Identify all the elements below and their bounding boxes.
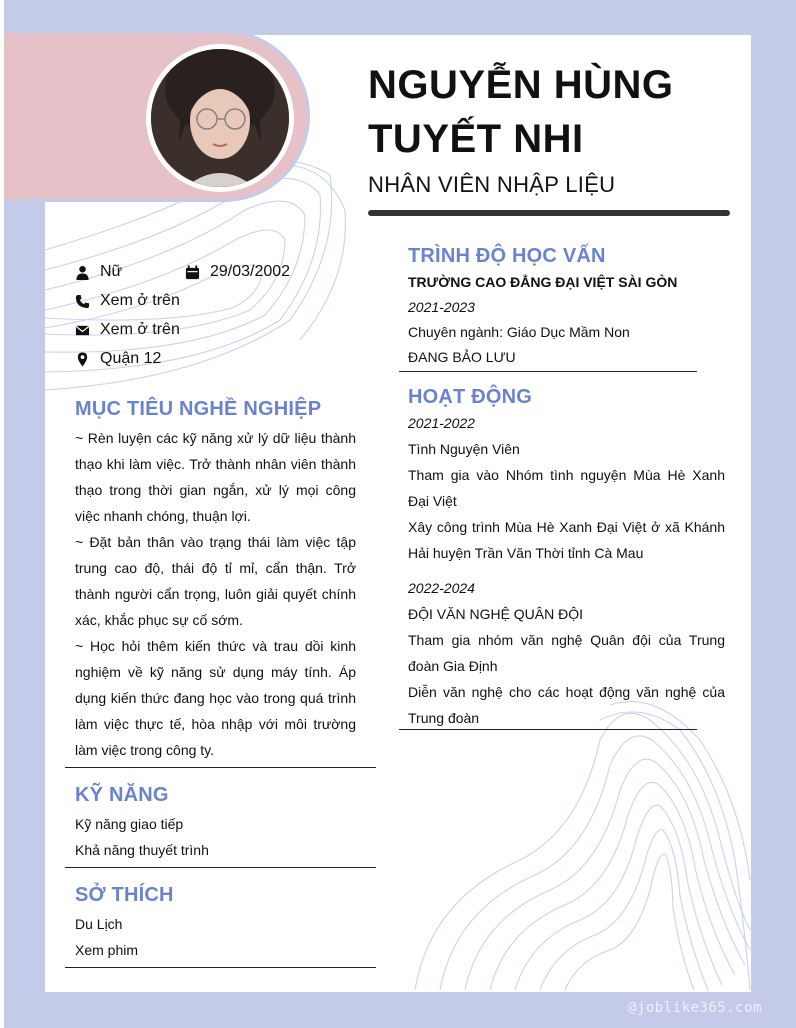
career-objective-title: MỤC TIÊU NGHỀ NGHIỆP (75, 398, 322, 420)
education-status: ĐANG BẢO LƯU (408, 349, 516, 365)
section-divider (65, 967, 376, 968)
activity-entry (408, 411, 725, 566)
skill-item: Kỹ năng giao tiếp (75, 816, 184, 832)
hobbies-list (75, 911, 138, 963)
objective-paragraph: ~ Rèn luyện các kỹ năng xử lý dữ liệu thành thạo khi làm việc. Trở thành nhân viên thành thạo trong thời gian ngắn, xử lý mọi công việc nhanh chóng, thuận lợi. (75, 430, 356, 524)
activity-line: Diễn văn nghệ cho các hoạt động văn nghệ của Trung đoàn (408, 684, 725, 726)
hobbies-title: SỞ THÍCH (75, 884, 174, 906)
cv-header (368, 58, 730, 200)
section-divider (399, 371, 697, 372)
phone-row (75, 291, 180, 311)
candidate-name (368, 58, 730, 166)
birthday-row (185, 262, 290, 282)
phone-icon (75, 294, 90, 309)
section-divider (399, 729, 697, 730)
objective-paragraph: ~ Đặt bản thân vào trạng thái làm việc tập trung cao độ, thái độ tỉ mỉ, cẩn thận. Trở thành người cẩn trọng, luôn giải quyết chính xác, khắc phục sự cố sớm. (75, 534, 356, 628)
envelope-icon (75, 323, 90, 338)
gender-value: Nữ (100, 263, 123, 280)
career-objective-body (75, 425, 356, 763)
education-body (408, 270, 728, 370)
candidate-name-line2: TUYẾT NHI (368, 117, 584, 161)
education-major: Chuyên ngành: Giáo Dục Mầm Non (408, 324, 630, 340)
phone-value: Xem ở trên (100, 292, 180, 309)
header-divider (368, 210, 730, 216)
activity-period: 2021-2022 (408, 415, 475, 431)
activities-title: HOẠT ĐỘNG (408, 386, 533, 408)
activity-period: 2022-2024 (408, 580, 475, 596)
gender-row (75, 262, 122, 282)
person-icon (75, 265, 90, 280)
email-value: Xem ở trên (100, 321, 180, 338)
education-title: TRÌNH ĐỘ HỌC VẤN (408, 245, 606, 267)
skills-list (75, 811, 209, 863)
location-pin-icon (75, 352, 90, 367)
activity-line: Tham gia vào Nhóm tình nguyện Mùa Hè Xanh Đại Việt (408, 467, 725, 509)
job-title: NHÂN VIÊN NHẬP LIỆU (368, 172, 616, 197)
education-period: 2021-2023 (408, 299, 475, 315)
hobby-item: Xem phim (75, 942, 139, 958)
watermark: @joblike365.com (628, 1000, 762, 1016)
profile-photo-illustration (151, 49, 289, 187)
activity-line: Tham gia nhóm văn nghệ Quân đội của Trung đoàn Gia Định (408, 632, 725, 674)
calendar-icon (185, 265, 200, 280)
address-value: Quận 12 (100, 350, 162, 367)
address-row (75, 349, 161, 369)
skills-title: KỸ NĂNG (75, 784, 169, 806)
section-divider (65, 867, 376, 868)
activity-org: Tình Nguyện Viên (408, 441, 520, 457)
email-row (75, 320, 180, 340)
candidate-name-line1: NGUYỄN HÙNG (368, 63, 674, 107)
activity-line: Xây công trình Mùa Hè Xanh Đại Việt ở xã Khánh Hải huyện Trần Văn Thời tỉnh Cà Mau (408, 519, 725, 561)
birthday-value: 29/03/2002 (210, 263, 291, 280)
profile-photo (146, 44, 294, 192)
hobby-item: Du Lịch (75, 916, 123, 932)
school-name: TRƯỜNG CAO ĐẲNG ĐẠI VIỆT SÀI GÒN (408, 274, 678, 290)
activity-entry (408, 576, 725, 731)
skill-item: Khả năng thuyết trình (75, 842, 209, 858)
objective-paragraph: ~ Học hỏi thêm kiến thức và trau dồi kinh nghiệm về kỹ năng sử dụng máy tính. Áp dụng kiến thức đang học vào trong quá trình làm việc thực tế, hòa nhập với môi trường làm việc trong công ty. (75, 638, 356, 758)
activity-org: ĐỘI VĂN NGHỆ QUÂN ĐỘI (408, 606, 584, 622)
section-divider (65, 767, 376, 768)
